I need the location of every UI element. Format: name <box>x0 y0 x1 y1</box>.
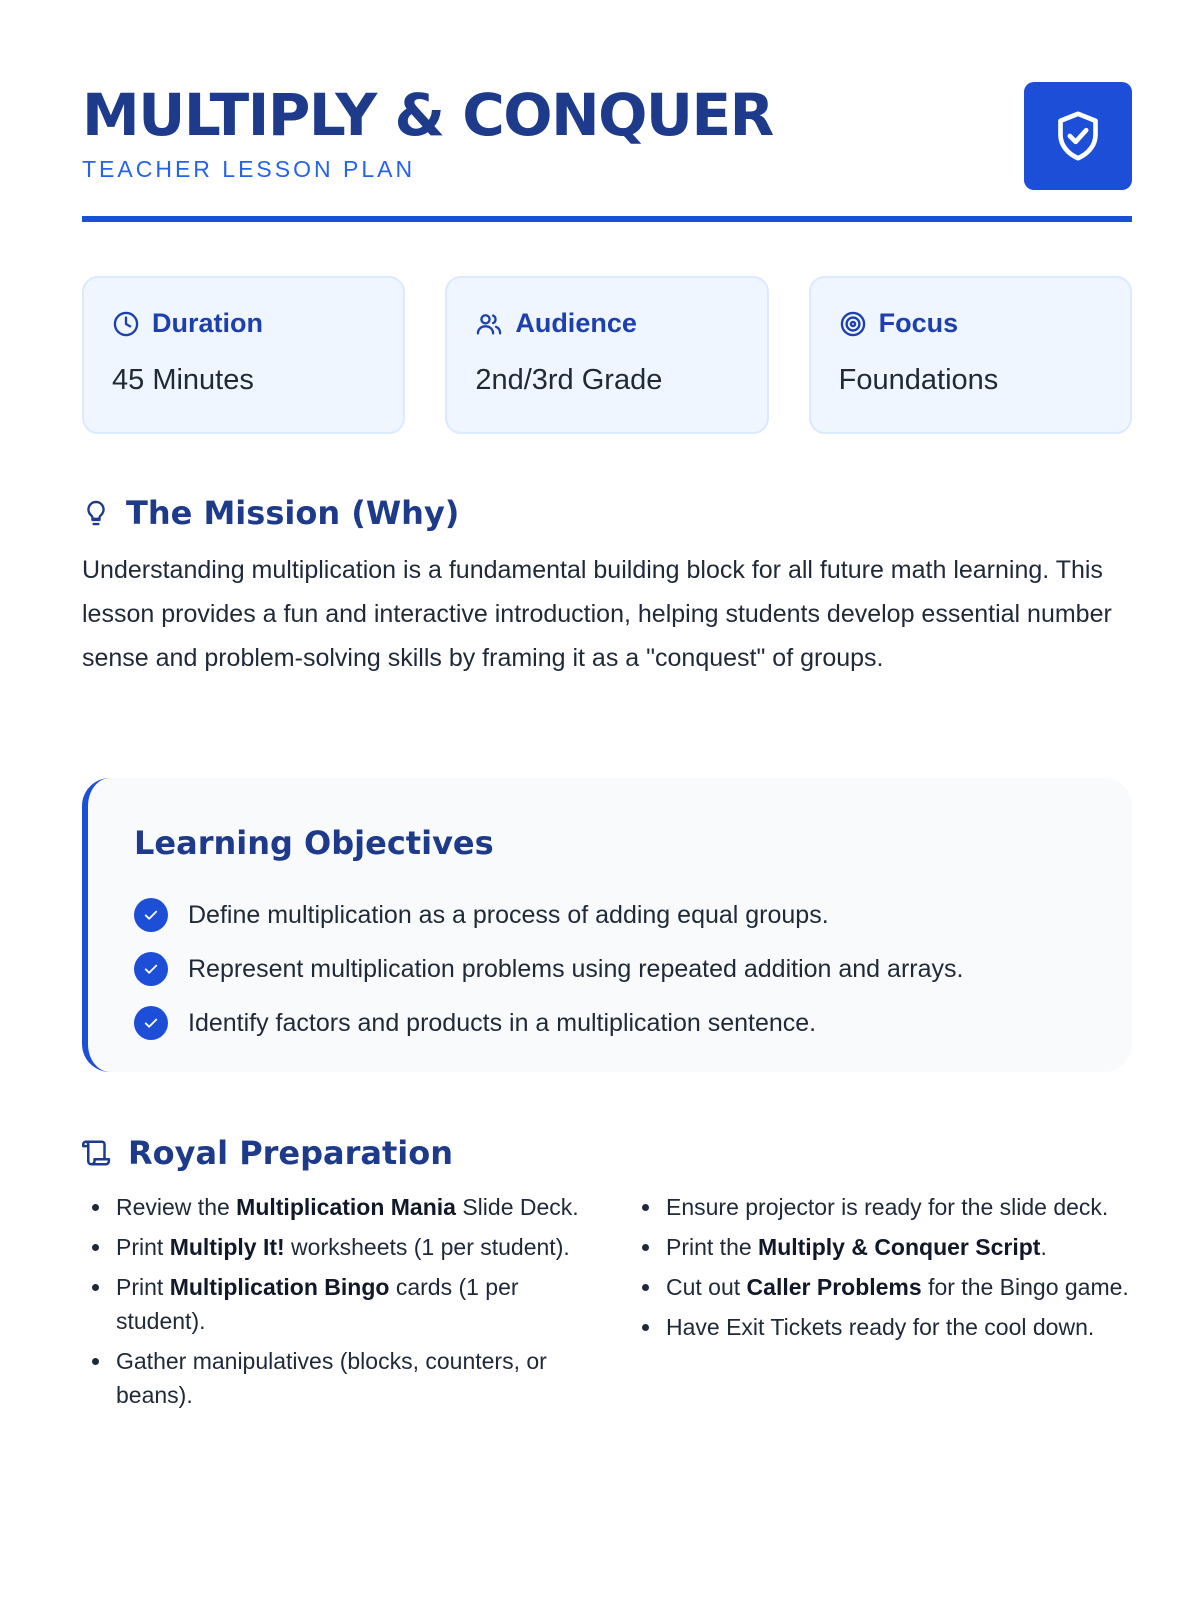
section-title: The Mission (Why) <box>126 494 460 532</box>
shield-check-icon <box>1050 108 1106 164</box>
preparation-list-left <box>82 1190 582 1418</box>
card-label: Duration <box>152 308 263 338</box>
card-value: 2nd/3rd Grade <box>475 364 663 396</box>
card-focus <box>809 276 1132 434</box>
objective-text: Represent multiplication problems using repeated addition and arrays. <box>188 954 964 983</box>
lightbulb-icon <box>82 497 110 529</box>
page-subtitle: TEACHER LESSON PLAN <box>82 156 416 182</box>
objective-text: Identify factors and products in a multiplication sentence. <box>188 1008 817 1037</box>
clock-icon <box>112 310 140 338</box>
objective-item <box>134 996 963 1050</box>
objective-text: Define multiplication as a process of adding equal groups. <box>188 900 829 929</box>
card-label: Focus <box>878 308 959 338</box>
list-item: Review the Multiplication Mania Slide Deck. <box>82 1190 582 1224</box>
list-item: Print Multiply It! worksheets (1 per student). <box>82 1230 582 1264</box>
card-label: Audience <box>515 308 637 338</box>
preparation-list-right <box>632 1190 1132 1418</box>
objectives-title: Learning Objectives <box>134 824 494 862</box>
check-icon <box>134 898 168 932</box>
check-icon <box>134 952 168 986</box>
preparation-columns <box>82 1190 1132 1418</box>
mission-text: Understanding multiplication is a fundamental building block for all future math learning. This lesson provides a fun and interactive introduction, helping students develop essential number sense and problem-solving skills by framing it as a "conquest" of groups. <box>82 556 1112 672</box>
list-item: Have Exit Tickets ready for the cool down. <box>632 1310 1132 1344</box>
check-icon <box>134 1006 168 1040</box>
page-header <box>82 82 1132 222</box>
list-item: Print the Multiply & Conquer Script. <box>632 1230 1132 1264</box>
users-icon <box>475 310 503 338</box>
scroll-icon <box>82 1138 112 1168</box>
list-item: Ensure projector is ready for the slide deck. <box>632 1190 1132 1224</box>
objective-item <box>134 888 963 942</box>
list-item: Gather manipulatives (blocks, counters, or beans). <box>82 1344 582 1412</box>
logo <box>1024 82 1132 190</box>
card-duration <box>82 276 405 434</box>
section-title: Royal Preparation <box>128 1134 454 1172</box>
mission-heading <box>82 494 459 532</box>
card-audience <box>445 276 768 434</box>
list-item: Print Multiplication Bingo cards (1 per student). <box>82 1270 582 1338</box>
card-value: Foundations <box>838 364 999 396</box>
objectives-panel <box>82 778 1132 1072</box>
info-cards <box>82 276 1132 434</box>
list-item: Cut out Caller Problems for the Bingo game. <box>632 1270 1132 1304</box>
target-icon <box>839 310 867 338</box>
page-title: MULTIPLY & CONQUER <box>82 81 773 149</box>
preparation-heading <box>82 1134 453 1172</box>
card-value: 45 Minutes <box>112 364 254 396</box>
objective-item <box>134 942 963 996</box>
objectives-list <box>134 888 963 1050</box>
